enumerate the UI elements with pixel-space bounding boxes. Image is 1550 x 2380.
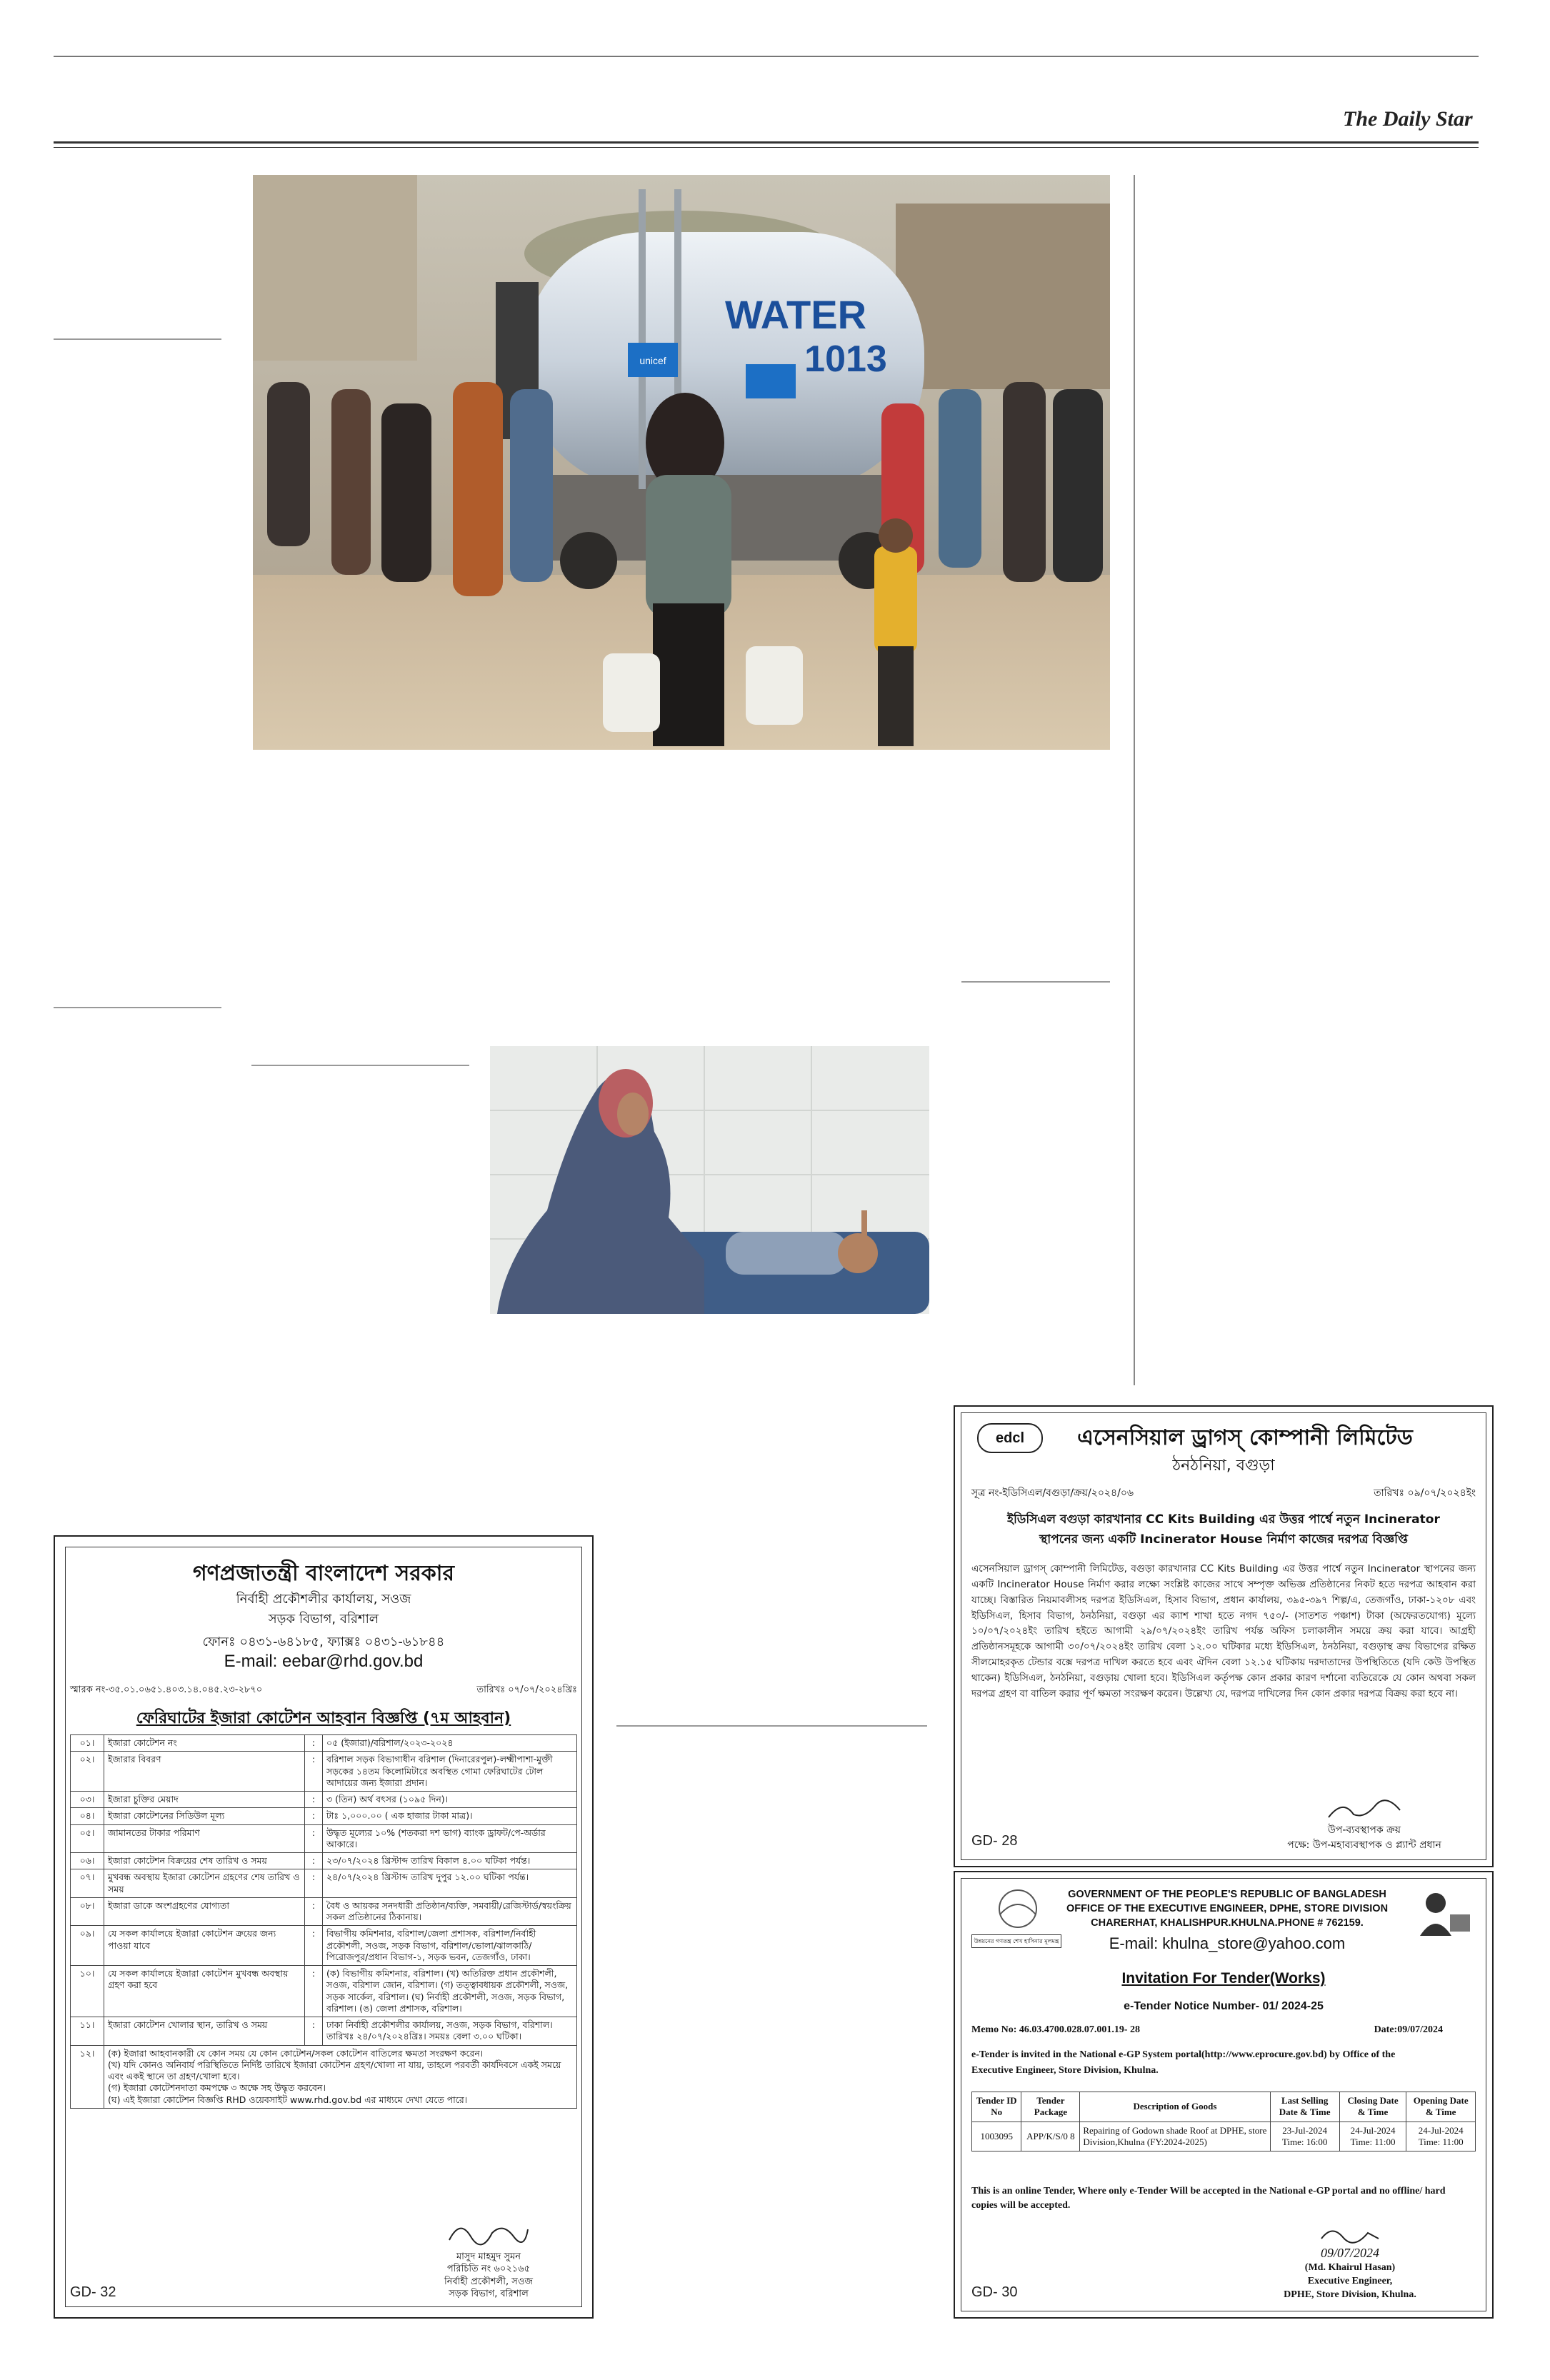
row-value: বরিশাল সড়ক বিভাগাধীন বরিশাল (দিনারেরপুল)-লক্ষ্মীপাশা-মুক্তী সড়কের ১৪তম কিলোমিটারে অবস্থিত গোমা ফেরিঘাটের টোল আদায়ের জন্য ইজারা প্রদান। [323, 1752, 577, 1792]
quotation-row [71, 1752, 577, 1792]
dphe-heading: Invitation For Tender(Works) [1121, 1970, 1326, 1987]
row-colon: : [305, 2017, 323, 2046]
ad-barishal-title: গণপ্রজাতন্ত্রী বাংলাদেশ সরকার [193, 1561, 454, 1586]
ad-edcl-heading-1: ইডিসিএল বগুড়া কারখানার CC Kits Building এর উত্তর পার্শ্বে নতুন Incinerator [1007, 1512, 1440, 1527]
row-colon: : [305, 1752, 323, 1792]
photo-water-tanker [253, 175, 1110, 750]
tender-table-cell: 23-Jul-2024 Time: 16:00 [1270, 2122, 1339, 2151]
row-colon: : [305, 1853, 323, 1869]
row-value: বিভাগীয় কমিশনার, বরিশাল/জেলা প্রশাসক, বরিশাল/নির্বাহী প্রকৌশলী, সওজ, সড়ক বিভাগ, বরিশাল/ভোলা/ঝালকাঠি/পিরোজপুর/প্রধান বিভাগ-১, সড়ক ভবন, তেজগাঁও, ঢাকা। [323, 1926, 577, 1966]
ad-edcl-signature [1325, 1797, 1404, 1823]
row-number: ০৪। [71, 1808, 104, 1824]
row-value: বৈধ ও আয়কর সনদধারী প্রতিষ্ঠান/ব্যক্তি, সমবায়ী/রেজিস্টার্ড/স্বয়ংক্রিয় সকল প্রতিষ্ঠানের ঠিকানায়। [323, 1897, 577, 1926]
masthead-rule-2 [54, 147, 1479, 148]
divider-left-1 [54, 338, 221, 340]
dphe-stamp: উন্নয়নের গণতন্ত্র শেখ হাসিনার মূলমন্ত্র [971, 1934, 1061, 1948]
ad-barishal-phone: ফোনঃ ০৪৩১-৬৪১৮৫, ফ্যাক্সঃ ০৪৩১-৬১৮৪৪ [202, 1635, 445, 1650]
row-colon: : [305, 1824, 323, 1853]
tender-table-cell: 24-Jul-2024 Time: 11:00 [1406, 2122, 1476, 2151]
edcl-logo-text: edcl [995, 1430, 1025, 1446]
note-item: (গ) ইজারা কোটেশনদাতা কমপক্ষে ৩ অক্ষে সহ উদ্ধৃত করবেন। [108, 2082, 326, 2094]
ad-edcl-body: এসেনসিয়াল ড্রাগস্ কোম্পানী লিমিটেড, বগুড়া কারখানার CC Kits Building এর উত্তর পার্শ্বে নতুন Incinerator স্থাপনের জন্য একটি Incinerator House নির্মাণ করার লক্ষ্যে সংশ্লিষ্ট কাজের সাথে সম্পৃক্ত অভিজ্ঞ প্রতিষ্ঠানের নিকট হতে দরপত্র আহবান করা যাচ্ছে। বিস্তারিত নিয়মাবলীসহ দরপত্র ইডিসিএল, হিসাব বিভাগ, প্রধান কার্যালয়, ৩৯৫-৩৯৭ শিল্প/এ, তেজগাঁও, ঢাকা-১২০৮ এবং ইডিসিএল, হিসাব বিভাগ, ঠনঠনিয়া, বগুড়া এর ক্যাশ শাখা হতে নগদ ৭৫০/- (সাতশত পঞ্চাশ) টাকা (অফেরতযোগ্য) মূল্যে ১০/০৭/২০২৪ইং তারিখ হইতে আগামী ২৯/০৭/২০২৪ইং তারিখ পর্যন্ত অফিস চলাকালীন সময়ে ক্রয় করা যাবে। আগ্রহী প্রতিষ্ঠানসমূহকে আগামী ৩০/০৭/২০২৪ইং তারিখ বেলা ১২.০০ ঘটিকার মধ্যে ইডিসিএল, ঠনঠনিয়া, বগুড়াস্থ ক্রয় বিভাগের রক্ষিত সীলমোহরকৃত টেন্ডার বক্সে দরপত্র দাখিল করতে হবে এবং ঐদিন বেলা ১২.১৫ ঘটিকায় দরদাতাদের উপস্থিতিতে (যদি কেউ উপস্থিত থাকেন) ইডিসিএল, ঠনঠনিয়া, বগুড়ায় খোলা হবে। ইডিসিএল কর্তৃপক্ষ কোন প্রকার কারণ দর্শানো ব্যতিরেকে যে কোন অথবা সকল দরপত্র গ্রহণ বা বাতিল করার পূর্ণ ক্ষমতা সংরক্ষণ করেন। উল্লেখ্য যে, দরপত্র দাখিলের দিন কোন প্রকার দরপত্র বিক্রয় করা হবে না। [971, 1563, 1476, 1699]
tender-table-header: Description of Goods [1080, 2092, 1270, 2122]
ad-dphe-gd: GD- 30 [971, 2284, 1018, 2300]
tender-table-header: Closing Date & Time [1339, 2092, 1406, 2122]
quotation-row [71, 1869, 577, 1898]
ad-barishal-signer-id: পরিচিতি নং ৬০২১৬৫ [446, 2264, 531, 2275]
ad-barishal-office-2: সড়ক বিভাগ, বরিশাল [268, 1612, 379, 1627]
dphe-table-wrap [971, 2092, 1476, 2151]
row-colon: : [305, 1966, 323, 2017]
note-item: (ক) ইজারা আহবানকারী যে কোন সময় যে কোন কোটেশন/সকল কোটেশন বাতিলের ক্ষমতা সংরক্ষণ করেন। [108, 2047, 484, 2059]
dphe-notice: e-Tender Notice Number- 01/ 2024-25 [1124, 2000, 1324, 2012]
ad-barishal-signature [446, 2215, 531, 2251]
ad-edcl-signer-for: পক্ষে: উপ-মহাব্যবস্থাপক ও প্ল্যান্ট প্রধান [1287, 1839, 1441, 1851]
quotation-row [71, 1853, 577, 1869]
row-colon: : [305, 1869, 323, 1898]
ad-dphe-khulna [954, 1871, 1494, 2319]
quotation-row [71, 2017, 577, 2046]
divider-mid-1 [251, 1065, 469, 1066]
row-number: ০১। [71, 1735, 104, 1752]
quotation-row [71, 1792, 577, 1808]
quotation-notes-row [71, 2045, 577, 2108]
row-label: যে সকল কার্যালয়ে ইজারা কোটেশন ক্রয়ের জন্য পাওয়া যাবে [104, 1926, 305, 1966]
row-label: ইজারা কোটেশন বিক্রয়ের শেষ তারিখ ও সময় [104, 1853, 305, 1869]
note-item: (ঘ) এই ইজারা কোটেশন বিজ্ঞপ্তি RHD ওয়েবসাইট www.rhd.gov.bd এর মাধ্যমে দেখা যেতে পারে। [108, 2094, 468, 2105]
dphe-table [971, 2092, 1476, 2151]
dphe-emblem-icon [979, 1887, 1057, 1930]
ad-barishal-email: E-mail: eebar@rhd.gov.bd [224, 1652, 424, 1671]
photo-mother-child [490, 1046, 929, 1314]
ad-barishal-office-1: নির্বাহী প্রকৌশলীর কার্যালয়, সওজ [236, 1592, 411, 1607]
row-value: ২৩/০৭/২০২৪ খ্রিস্টাব্দ তারিখ বিকাল ৪.০০ ঘটিকা পর্যন্ত। [323, 1853, 577, 1869]
dphe-sign-date: 09/07/2024 [1320, 2246, 1379, 2261]
dphe-date: Date:09/07/2024 [1374, 2024, 1443, 2035]
tender-table-header: Tender Package [1021, 2092, 1080, 2122]
ad-dphe-frame [961, 1878, 1486, 2311]
row-colon: : [305, 1808, 323, 1824]
row-value: উদ্ধৃত মূল্যের ১০% (শতকরা দশ ভাগ) ব্যাংক ড্রাফট/পে-অর্ডার আকারে। [323, 1824, 577, 1853]
quotation-row [71, 1735, 577, 1752]
row-value: ঢাকা নির্বাহী প্রকৌশলীর কার্যালয়, সওজ, সড়ক বিভাগ, বরিশাল। তারিখঃ ২৪/০৭/২০২৪খ্রিঃ। সময়ঃ বেলা ৩.০০ ঘটিকা। [323, 2017, 577, 2046]
row-number: ০৮। [71, 1897, 104, 1926]
dphe-office: OFFICE OF THE EXECUTIVE ENGINEER, DPHE, STORE DIVISION [1066, 1903, 1389, 1914]
row-label: ইজারার বিবরণ [104, 1752, 305, 1792]
row-value: ০৫ (ইজারা)/বরিশাল/২০২৩-২০২৪ [323, 1735, 577, 1752]
ad-edcl-title: এসেনসিয়াল ড্রাগস্ কোম্পানী লিমিটেড [1077, 1425, 1413, 1450]
ad-edcl-memo: সূত্র নং-ইডিসিএল/বগুড়া/ক্রয়/২০২৪/০৬ [971, 1487, 1134, 1499]
divider-right-1 [961, 981, 1110, 983]
dphe-address: CHARERHAT, KHALISHPUR.KHULNA.PHONE # 762159. [1091, 1917, 1364, 1929]
row-label: জামানতের টাকার পরিমাণ [104, 1824, 305, 1853]
row-label: ইজারা কোটেশনের সিডিউল মূল্য [104, 1808, 305, 1824]
ad-edcl-frame [961, 1412, 1486, 1860]
ad-barishal-signer-name: মাসুদ মাহমুদ সুমন [456, 2251, 521, 2262]
dphe-signature [1318, 2224, 1382, 2244]
notes-number: ১২। [71, 2045, 104, 2108]
row-number: ০৯। [71, 1926, 104, 1966]
row-colon: : [305, 1792, 323, 1808]
row-label: ইজারা চুক্তির মেয়াদ [104, 1792, 305, 1808]
row-colon: : [305, 1926, 323, 1966]
tender-table-header: Tender ID No [972, 2092, 1021, 2122]
dphe-portrait [1414, 1886, 1471, 1943]
dphe-memo: Memo No: 46.03.4700.028.07.001.19- 28 [971, 2024, 1141, 2035]
row-colon: : [305, 1897, 323, 1926]
ad-barishal-frame [65, 1547, 582, 2307]
dphe-signer [1257, 2224, 1443, 2302]
divider-left-2 [54, 1007, 221, 1008]
tanker-text-number: 1013 [804, 338, 887, 380]
ad-barishal-heading: ফেরিঘাটের ইজারা কোটেশন আহবান বিজ্ঞপ্তি (৭ম আহবান) [136, 1709, 511, 1727]
row-value: টাঃ ১,০০০.০০ ( এক হাজার টাকা মাত্র)। [323, 1808, 577, 1824]
dphe-emblem [979, 1887, 1057, 1930]
dphe-gov: GOVERNMENT OF THE PEOPLE'S REPUBLIC OF BANGLADESH [1068, 1889, 1386, 1900]
tender-table-row [972, 2122, 1476, 2151]
notes-cell [104, 2045, 577, 2108]
ad-barishal-date: তারিখঃ ০৭/০৭/২০২৪খ্রিঃ [476, 1684, 577, 1695]
dphe-email: E-mail: khulna_store@yahoo.com [1109, 1934, 1346, 1952]
tender-table-cell: Repairing of Godown shade Roof at DPHE, store Division,Khulna (FY:2024-2025) [1080, 2122, 1270, 2151]
ad-edcl-heading-2: স্থাপনের জন্য একটি Incinerator House নির্মাণ কাজের দরপত্র বিজ্ঞপ্তি [1039, 1532, 1408, 1547]
ad-barishal-rhd [54, 1535, 594, 2319]
quotation-row [71, 1966, 577, 2017]
ad-edcl-gd: GD- 28 [971, 1833, 1018, 1849]
row-value: (ক) বিভাগীয় কমিশনার, বরিশাল। (খ) অতিরিক্ত প্রধান প্রকৌশলী, সওজ, বরিশাল জোন, বরিশাল। (গ) তত্ত্বাবধায়ক প্রকৌশলী, সওজ, সড়ক সার্কেল, বরিশাল। (ঘ) নির্বাহী প্রকৌশলী, সওজ, সড়ক বিভাগ, বরিশাল। (ঙ) জেলা প্রশাসক, বরিশাল। [323, 1966, 577, 2017]
ad-edcl-signer-title: উপ-ব্যবস্থাপক ক্রয় [1327, 1824, 1401, 1837]
dphe-signer-name: (Md. Khairul Hasan) [1304, 2262, 1396, 2274]
top-rule [54, 56, 1479, 57]
ad-edcl-signer [1257, 1797, 1471, 1852]
quotation-row [71, 1808, 577, 1824]
dphe-intro: e-Tender is invited in the National e-GP System portal(http://www.eprocure.gov.bd) by Office of the Executive Engineer, Store Division, Khulna. [971, 2049, 1396, 2076]
note-item: (খ) যদি কোনও অনিবার্য পরিস্থিতিতে নির্দিষ্ট তারিখে ইজারা কোটেশন গ্রহণ/খোলা না যায়, তাহলে পরবর্তী কার্যদিবসে একই সময়ে এবং একই স্থানে তা গ্রহণ/খোলা হবে। [108, 2059, 561, 2082]
ad-barishal-signer [417, 2215, 560, 2301]
ad-edcl [954, 1405, 1494, 1867]
row-label: ইজারা কোটেশন নং [104, 1735, 305, 1752]
dphe-signer-title: Executive Engineer, [1307, 2276, 1393, 2287]
row-label: ইজারা কোটেশন খোলার স্থান, তারিখ ও সময় [104, 2017, 305, 2046]
portrait-icon [1414, 1886, 1471, 1943]
row-label: মুখবন্ধ অবস্থায় ইজারা কোটেশন গ্রহণের শেষ তারিখ ও সময় [104, 1869, 305, 1898]
dphe-footer-note: This is an online Tender, Where only e-Tender Will be accepted in the National e-GP portal and no offline/ hard copies will be accepted. [971, 2186, 1446, 2211]
quotation-row [71, 1926, 577, 1966]
row-value: ৩ (তিন) অর্থ বৎসর (১০৯৫ দিন)। [323, 1792, 577, 1808]
row-label: যে সকল কার্যালয়ে ইজারা কোটেশন মুখবন্ধ অবস্থায় গ্রহণ করা হবে [104, 1966, 305, 2017]
row-colon: : [305, 1735, 323, 1752]
unicef-badge: unicef [639, 355, 666, 366]
row-number: ০২। [71, 1752, 104, 1792]
ad-barishal-signer-title: নির্বাহী প্রকৌশলী, সওজ [444, 2276, 534, 2287]
ad-barishal-memo: স্মারক নং-৩৫.০১.০৬৫১.৪০৩.১৪.০৪৫.২৩-২৮৭০ [70, 1684, 263, 1695]
tender-table-header: Last Selling Date & Time [1270, 2092, 1339, 2122]
tender-table-cell: APP/K/S/0 8 [1021, 2122, 1080, 2151]
row-label: ইজারা ডাকে অংশগ্রহণের যোগ্যতা [104, 1897, 305, 1926]
ad-barishal-table-wrap [70, 1734, 577, 2109]
divider-mid-2 [616, 1725, 927, 1727]
ad-barishal-gd: GD- 32 [70, 2284, 116, 2300]
tender-table-cell: 1003095 [972, 2122, 1021, 2151]
column-vertical-rule [1134, 175, 1135, 1385]
tender-table-header: Opening Date & Time [1406, 2092, 1476, 2122]
row-value: ২৪/০৭/২০২৪ খ্রিস্টাব্দ তারিখ দুপুর ১২.০০ ঘটিকা পর্যন্ত। [323, 1869, 577, 1898]
ad-edcl-date: তারিখঃ ০৯/০৭/২০২৪ইং [1374, 1487, 1476, 1499]
tender-table-cell: 24-Jul-2024 Time: 11:00 [1339, 2122, 1406, 2151]
row-number: ০৫। [71, 1824, 104, 1853]
tanker-text-water: WATER [724, 292, 867, 337]
ad-barishal-table [70, 1734, 577, 2109]
dphe-signer-office: DPHE, Store Division, Khulna. [1284, 2289, 1416, 2301]
masthead: The Daily Star [1343, 107, 1473, 131]
masthead-rule-1 [54, 141, 1479, 144]
quotation-row [71, 1824, 577, 1853]
row-number: ০৬। [71, 1853, 104, 1869]
row-number: ০৩। [71, 1792, 104, 1808]
quotation-row [71, 1897, 577, 1926]
row-number: ০৭। [71, 1869, 104, 1898]
row-number: ১১। [71, 2017, 104, 2046]
row-number: ১০। [71, 1966, 104, 2017]
ad-edcl-location: ঠনঠনিয়া, বগুড়া [1172, 1457, 1275, 1475]
ad-barishal-signer-office: সড়ক বিভাগ, বরিশাল [449, 2289, 529, 2300]
